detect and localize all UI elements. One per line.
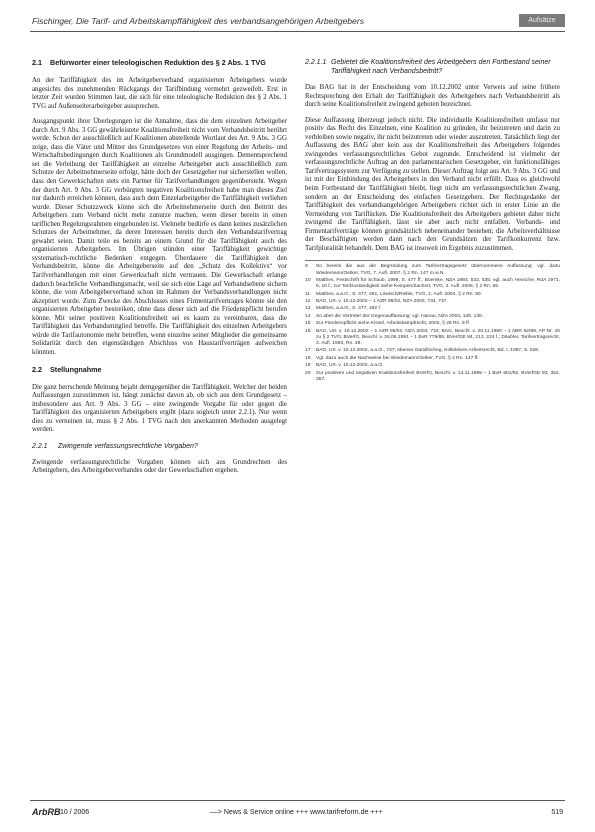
promo-link[interactable]: ––> News & Service online +++ www.tarifreform.de +++ bbox=[210, 809, 383, 816]
footnote bbox=[305, 278, 560, 290]
footnote-number: 14 bbox=[305, 313, 311, 319]
footnote-number: 10 bbox=[305, 277, 311, 283]
footnote bbox=[305, 292, 560, 298]
section-title: Stellungnahme bbox=[50, 364, 102, 374]
section-title: Befürworter einer teleologischen Reduktion des § 2 Abs. 1 TVG bbox=[50, 58, 266, 67]
paragraph: Ausgangspunkt ihrer Überlegungen ist die Annahme, dass die dem einzelnen Arbeitgeber durch Art. 9 Abs. 3 GG gewährleistete Koalitionsfreiheit nicht vom Verbandsbeitritt berührt werde. Schon der ausschließlich auf Koalitionen abstellende Wortlaut des Art. 9 Abs. 3 GG zeige, dass die Väter und Mütter des Grundgesetzes von einer Regelung der Arbeits- und Wirtschaftsbedingungen durch Koalitionen als Grundmodell ausgingen. Dementsprechend sei die Verleihung der Tariffähigkeit an einzelne Arbeitgeber auch ausschließlich zum Schutze der Arbeitnehmerseite erfolgt, hätte doch der Gesetzgeber nur sicherstellen wollen, dass den Gewerkschaften stets ein Partner für Tarifverhandlungen gegenübersteht. Wegen der durch Art. 9 Abs. 3 GG verbürgten negativen Koalitionsfreiheit habe man dieses Ziel nur dadurch erreichen können, dass auch dem Einzelarbeitgeber die Tariffähigkeit verliehen wurde. Dieser Schutzzweck könne sich die Arbeitnehmerseite durch den Beitritt des Arbeitgebers zum Verband nicht mehr zunutze machen, wenn dieser bereits in einen tariflichen Regelungsrahmen eingebunden ist. Vielmehr bedürfe es dann keines zusätzlichen Schutzes der Arbeitnehmer, da deren Interessen bereits durch den Verbandstarifvertrag gewahrt seien. Damit teile es bereits an einem Grund für die Tariffähigkeit auch des organisierten Arbeitgebers. Im Übrigen stünden einer Tariffähigkeit gewichtige systematisch-rechtliche Bedenken entgegen. Überdauere die Tariffähigkeit den Verbandsbeitritt, könne die Arbeitgeberseite auf den „Schutz des Kollektivs“ vor Tarifverhandlungen mit einer Gewerkschaft nicht vertrauen. Die Gewerkschaft erlange dadurch beachtliche Verhandlungsmacht, weil sie sich eine Lage auf Verbandsebene sichern könne, die vom Arbeitgeberverband schon im Rahmen der Verbandsverhandlungen nicht akzeptiert wurde. Zum Zwecke des Abschlusses eines Firmentarifvertrages könnte sie den organisierten Arbeitgeber bestreiken, ohne dass dieser sich auf die Friedenspflicht berufen könne. Mit seiner positiven Koalitionsfreiheit sei es kaum zu vereinbaren, dass die Tariffähigkeit das Verbandsmitglied betreffe. Die Tariffähigkeit des einzelnen Arbeitgebers würde die Tarifautonomie mehr betreffen, wenn einzelne seiner Mitglieder die gemeinsame Solidarität durch den eigenständigen Abschluss von Haustarifverträgen aufweichen könnten. bbox=[32, 118, 287, 356]
footnote bbox=[305, 306, 560, 312]
footnote-number: 15 bbox=[305, 321, 311, 327]
footnote bbox=[305, 371, 560, 383]
footnote-number: 19 bbox=[305, 363, 311, 369]
footnote-number: 11 bbox=[305, 291, 311, 297]
footnote-text: BAG, Urt. v. 10.12.2002 – 1 AZR 96/02, NZA 2003, 734; BAG, Beschl. v. 20.11.1990 – 1 ABR 62/89, AP Nr. 40 zu § 2 TVG; BVerfG, Beschl. v. 26.06.1991 – 1 BvR 779/85, BVerfGE 84, 212, 224 f.; Däubler, Tarifvertragsrecht, 3. Aufl. 1993, Rn. 49. bbox=[316, 328, 560, 346]
section-heading-2-2 bbox=[32, 365, 287, 374]
footnote-text: So aber die Vertreter der Gegenauffassung; vgl. Hanau, NZA 2003, 128, 130. bbox=[316, 313, 484, 319]
journal-logo: ArbRB bbox=[32, 807, 61, 817]
paragraph: Das BAG hat in der Entscheidung vom 10.12.2002 unter Verweis auf seine frühere Rechtsprechung den Erhalt der Tariffähigkeit des Arbeitgebers nach Verbandsbeitritt als durch seine Koalitionsfreiheit zwingend geboten bezeichnet. bbox=[305, 84, 560, 109]
section-number: 2.2.1.1 bbox=[305, 59, 327, 66]
footnote-text: BAG, Urt. v. 10.12.2002 – 1 AZR 96/02, NZA 2003, 734, 737. bbox=[316, 298, 448, 304]
footnote bbox=[305, 264, 560, 276]
footer-rule bbox=[30, 800, 565, 801]
footnote bbox=[305, 348, 560, 354]
footnote bbox=[305, 329, 560, 348]
section-tab: Aufsätze bbox=[519, 14, 565, 27]
footnote-number: 13 bbox=[305, 306, 311, 312]
footnote bbox=[305, 299, 560, 305]
section-heading-2-2-1-1 bbox=[305, 58, 560, 76]
footnotes bbox=[305, 260, 560, 383]
footnote-text: Matthes, a.a.O., S. 477, 482 f. bbox=[316, 306, 382, 312]
footnote bbox=[305, 314, 560, 320]
right-column bbox=[305, 58, 560, 384]
paragraph: Zwingende verfassungsrechtliche Vorgaben können sich aus Grundrechten des Arbeitgebers, des Arbeitgeberverbandes oder der Gewerkschaften ergeben. bbox=[32, 458, 287, 475]
paragraph: Diese Auffassung überzeugt jedoch nicht. Die individuelle Koalitionsfreiheit umfasst nur positiv das Recht des Einzelnen, eine Koalition zu gründen, ihr beizutreten und darin zu verbleiben sowie negativ, ihr nicht beizutreten oder wieder auszutreten. Tatsächlich liegt der Auffassung des BAG aber kein aus der Koalitionsfreiheit des Arbeitgebers folgendes zwingendes verfassungsrechtliches Gebot zugrunde. Entscheidend ist vielmehr der verfassungsrechtliche Auftrag an den parlamentarischen Gesetzgeber, ein funktionsfähiges Tarifvertragssystem zur Verfügung zu stellen. Dieser Auftrag folgt aus Art. 9 Abs. 3 GG und ist mit der Einbindung des Arbeitgebers in den Verband nicht erfüllt. Dass es gleichwohl beim Fortbestand der Tariffähigkeit bleibt, liegt nicht am verfassungsrechtlichen Zwang, sondern an der Entscheidung des einfachen Gesetzgebers. Der Rechtsgedanke der Tariffähigkeit des verbandsangehörigen Arbeitgebers richtet sich in erster Linie an die Vermeidung von Tariflücken. Die Koalitionsfreiheit des Arbeitgebers gebietet daher nicht zwingend die Tariffähigkeit, lässt sie aber auch nicht entfallen. Verbands- und Firmentarifverträge können grundsätzlich nebeneinander bestehen; die Arbeitsverhältnisse der Beschäftigten werden dann nach den Grundsätzen der Tarifkonkurrenz bzw. Tarifpluralität behandelt. Dem BAG ist insoweit im Ergebnis zuzustimmen. bbox=[305, 116, 560, 252]
footnote-text: Matthes, a.a.O., S. 477, 481; Löwisch/Rieble, TVG, 2. Aufl. 2004, § 2 Rn. 50. bbox=[316, 291, 483, 297]
running-header bbox=[30, 14, 565, 30]
footnote-number: 16 bbox=[305, 328, 311, 334]
footnote bbox=[305, 363, 560, 369]
footnote-number: 18 bbox=[305, 355, 311, 361]
section-number: 2.1 bbox=[32, 58, 42, 67]
footnote-number: 12 bbox=[305, 298, 311, 304]
footnote-text: Zur Friedenspflicht siehe Kissel, Arbeitskampfrecht, 2002, § 26 Rn. 5 ff. bbox=[316, 321, 471, 327]
footnote-number: 9 bbox=[305, 264, 308, 270]
running-header-title: Fischinger, Die Tarif- und Arbeitskampffähigkeit des verbandsangehörigen Arbeitgebers bbox=[32, 16, 364, 26]
footnote-number: 20 bbox=[305, 370, 311, 376]
footnote-number: 17 bbox=[305, 348, 311, 354]
footnote-text: Zur positiven und negativen Koalitionsfreiheit BVerfG, Beschl. v. 14.11.1995 – 1 BvR 601/92, BVerfGE 93, 352, 357. bbox=[316, 370, 560, 382]
paragraph: Die ganz herrschende Meinung bejaht demgegenüber die Tariffähigkeit. Welcher der beiden Auffassungen zuzustimmen ist, hängt zunächst davon ab, ob sich aus dem Grundgesetz – insbesondere aus Art. 9 Abs. 3 GG – eine zwingende Vorgabe für oder gegen die Tariffähigkeit des organisierten Arbeitgebers ergibt (dazu sogleich unter 2.2.1). Nur wenn dies zu verneinen ist, muss § 2 Abs. 1 TVG nach den anerkannten Methoden ausgelegt werden. bbox=[32, 383, 287, 434]
page-number: 519 bbox=[551, 809, 563, 816]
footnote bbox=[305, 321, 560, 327]
page-footer bbox=[30, 806, 565, 822]
section-title: Zwingende verfassungsrechtliche Vorgaben? bbox=[58, 442, 198, 450]
footnote-text: Matthes, Festschrift für Schaub, 1998, S. 477 ff.; Boemke, NZA 1993, 532, 535; vgl. auch Hensche, RdA 1971, 9, 10 f.; zur Tarifzuständigkeit siehe Kempen/Zachert, TVG, 4. Aufl. 2006, § 2 Rn. 65. bbox=[316, 277, 560, 290]
section-title: Gebietet die Koalitionsfreiheit des Arbeitgebers den Fortbestand seiner Tariffähigkeit nach Verbandsbeitritt? bbox=[331, 59, 551, 75]
footnote-text: Vgl. dazu auch die Nachweise bei Wiedemann/Oetker, TVG, § 2 Rn. 147 ff. bbox=[316, 355, 479, 361]
footnote-text: So bereits die aus der Begründung zum Tarifvertragsgesetz übernommene Auffassung; vgl. dazu Wiedemann/Oetker, TVG, 7. Aufl. 2007, § 2 Rn. 147 m.w.N. bbox=[316, 264, 560, 276]
issue-number: 10 / 2006 bbox=[60, 809, 90, 816]
section-number: 2.2 bbox=[32, 364, 42, 374]
footnote-text: BAG, Urt. v. 10.12.2002, a.a.O. bbox=[316, 363, 384, 369]
header-rule bbox=[30, 31, 565, 32]
paragraph: An der Tariffähigkeit des im Arbeitgeberverband organisierten Arbeitgebers wurde angesichts des zunehmenden Rückgangs der Tarifbindung vermehrt gezweifelt. Erst in letzter Zeit wurden Stimmen laut, die sich für eine teleologische Reduktion des § 2 Abs. 1 TVG auf Außenseiterarbeitgeber aussprechen. bbox=[32, 77, 287, 110]
section-heading-2-2-1 bbox=[32, 442, 287, 451]
section-number: 2.2.1 bbox=[32, 442, 48, 450]
section-heading-2-1 bbox=[32, 58, 287, 67]
footnote-text: BAG, Urt. v. 10.12.2002, a.a.O., 737; ebenso Gamillscheg, Kollektives Arbeitsrecht, Bd. I, 1997, S. 528. bbox=[316, 348, 540, 354]
left-column bbox=[32, 58, 287, 483]
footnote bbox=[305, 356, 560, 362]
